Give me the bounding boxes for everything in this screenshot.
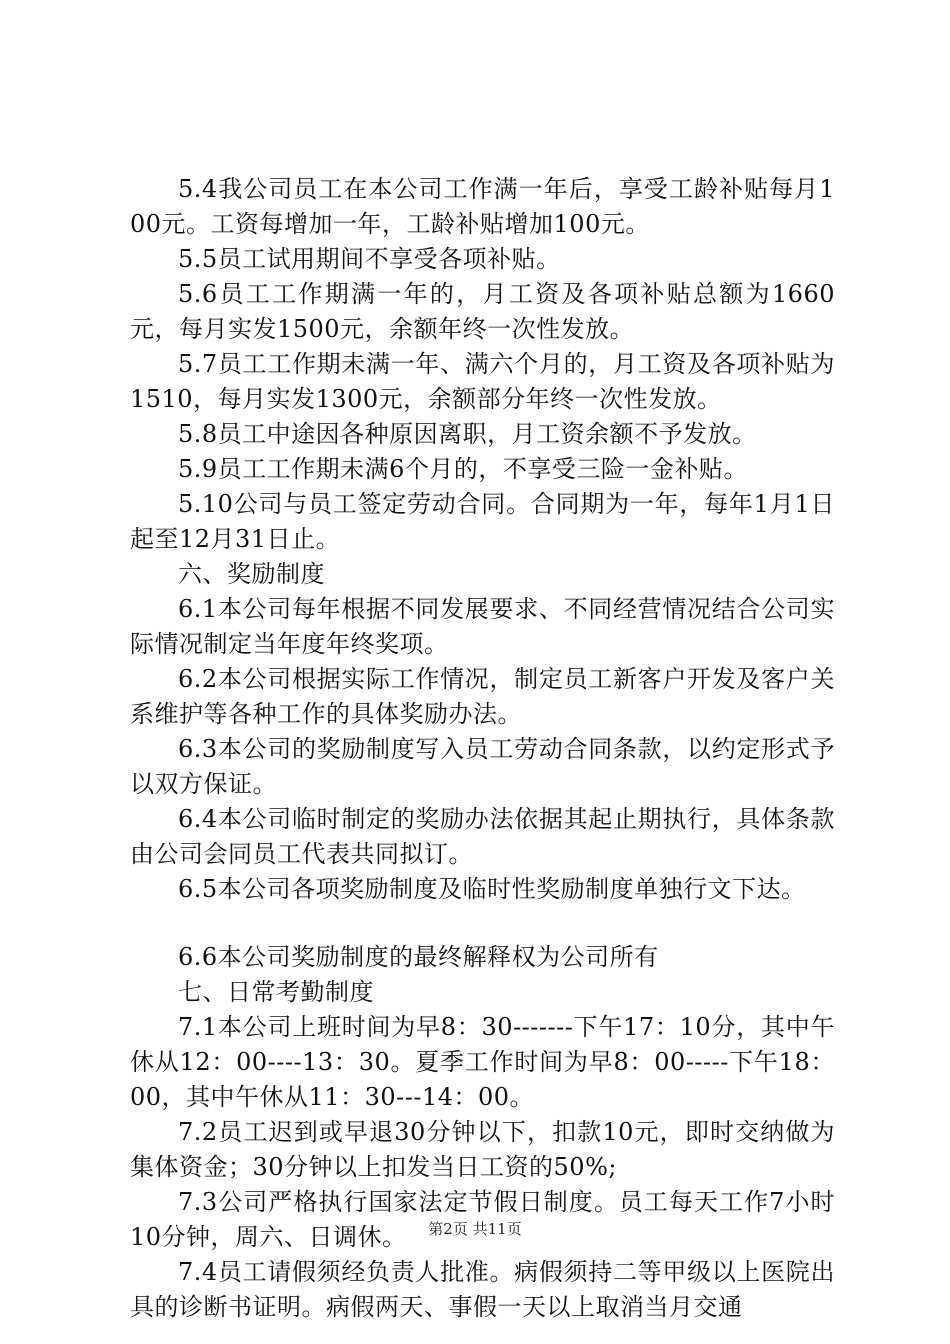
paragraph-5-6: 5.6员工工作期满一年的，月工资及各项补贴总额为1660元，每月实发1500元，余额年终一次性发放。	[130, 280, 835, 343]
paragraph-5-9: 5.9员工工作期未满6个月的，不享受三险一金补贴。	[178, 455, 748, 483]
paragraph-5-4: 5.4我公司员工在本公司工作满一年后，享受工龄补贴每月100元。工资每增加一年，工龄补贴增加100元。	[130, 175, 835, 238]
paragraph-7-1: 7.1本公司上班时间为早8：30-------下午17：10分，其中午休从12：00----13：30。夏季工作时间为早8：00-----下午18：00，其中午休从11：30---14：00。	[130, 1013, 835, 1111]
page-number-footer: 第2页 共11页	[428, 1220, 522, 1238]
paragraph-5-10: 5.10公司与员工签定劳动合同。合同期为一年，每年1月1日起至12月31日止。	[130, 490, 835, 553]
paragraph-6-6: 6.6本公司奖励制度的最终解释权为公司所有	[178, 943, 659, 971]
paragraph-7-4: 7.4员工请假须经负责人批准。病假须持二等甲级以上医院出具的诊断书证明。病假两天、事假一天以上取消当月交通	[130, 1258, 835, 1321]
paragraph-6-1: 6.1本公司每年根据不同发展要求、不同经营情况结合公司实际情况制定当年度年终奖项。	[130, 595, 835, 658]
paragraph-6-2: 6.2本公司根据实际工作情况，制定员工新客户开发及客户关系维护等各种工作的具体奖励办法。	[130, 665, 835, 728]
paragraph-6-3: 6.3本公司的奖励制度写入员工劳动合同条款，以约定形式予以双方保证。	[130, 735, 835, 798]
paragraph-5-5: 5.5员工试用期间不享受各项补贴。	[178, 245, 561, 273]
paragraph-7-2: 7.2员工迟到或早退30分钟以下，扣款10元，即时交纳做为集体资金；30分钟以上扣发当日工资的50%;	[130, 1118, 835, 1181]
paragraph-6-5: 6.5本公司各项奖励制度及临时性奖励制度单独行文下达。	[178, 875, 806, 903]
section-heading-reward: 六、奖励制度	[178, 560, 325, 588]
document-body	[130, 172, 835, 1325]
paragraph-7-3: 7.3公司严格执行国家法定节假日制度。员工每天工作7小时10分钟，周六、日调休。	[130, 1188, 835, 1251]
paragraph-5-7: 5.7员工工作期未满一年、满六个月的，月工资及各项补贴为1510，每月实发1300元，余额部分年终一次性发放。	[130, 350, 835, 413]
paragraph-6-4: 6.4本公司临时制定的奖励办法依据其起止期执行，具体条款由公司会同员工代表共同拟订。	[130, 805, 835, 868]
section-heading-attendance: 七、日常考勤制度	[178, 978, 374, 1006]
paragraph-5-8: 5.8员工中途因各种原因离职，月工资余额不予发放。	[178, 420, 757, 448]
